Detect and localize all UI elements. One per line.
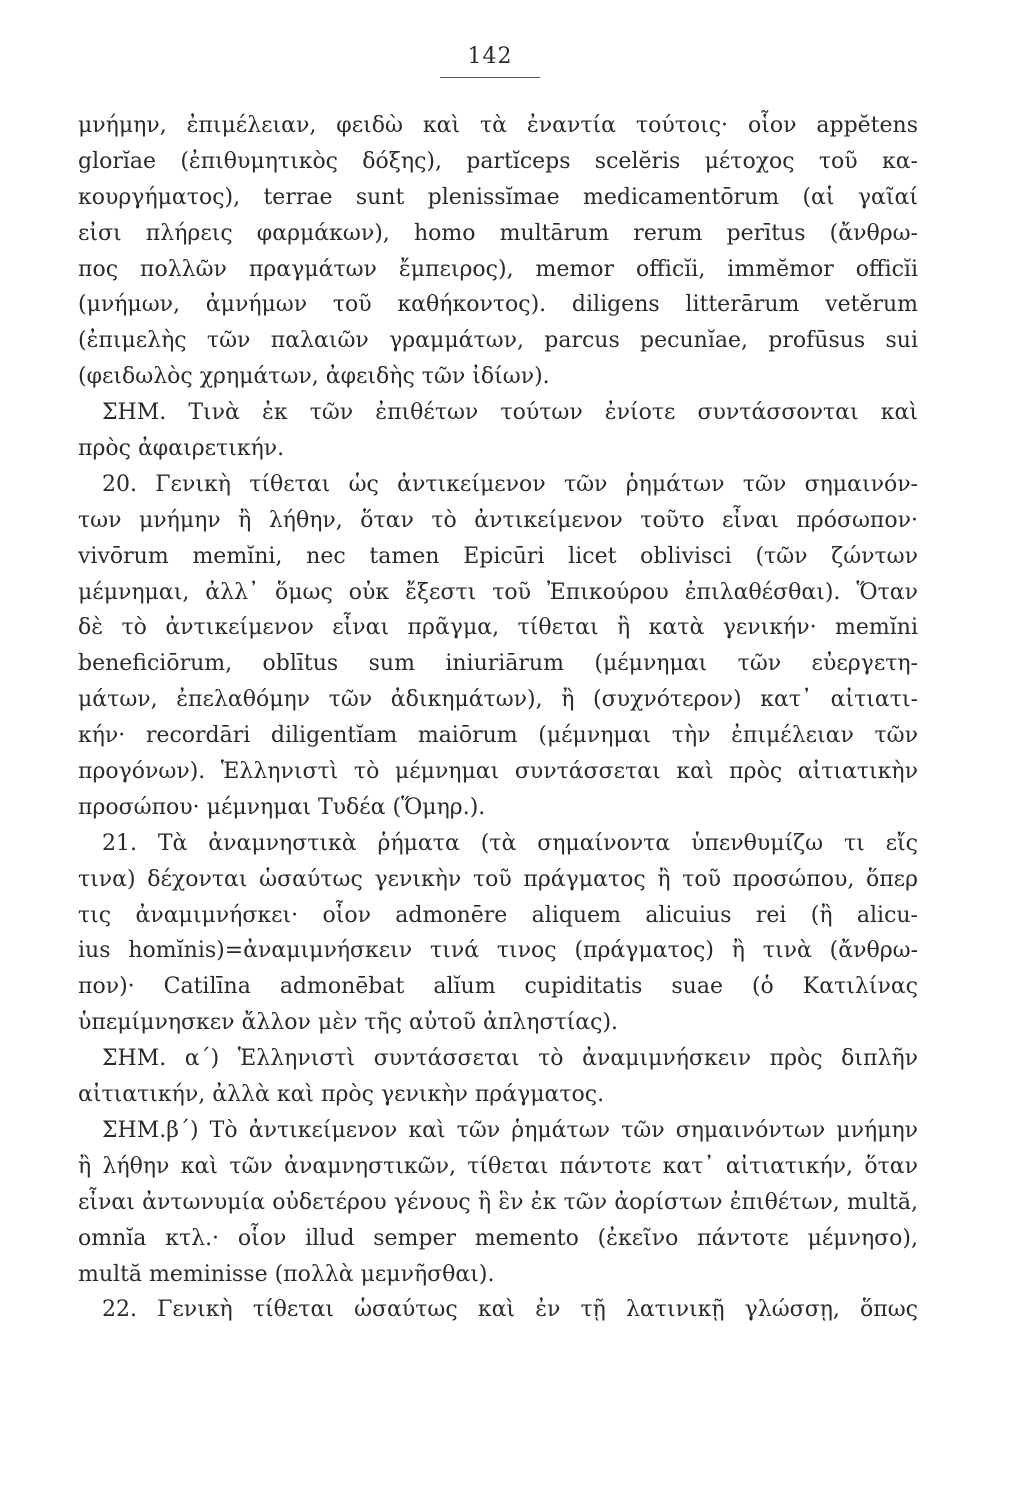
text-line: τις ἀναμιμνήσκει· οἷον admonēre aliquem alicuius rei (ἢ alicu-: [78, 902, 918, 928]
text-line: μάτων, ἐπελαθόμην τῶν ἀδικημάτων), ἢ (συχνότερον) κατ᾽ αἰτιατι-: [78, 687, 918, 713]
body-text: [78, 108, 918, 1328]
text-line: προγόνων). Ἑλληνιστὶ τὸ μέμνημαι συντάσσεται καὶ πρὸς αἰτιατικὴν: [78, 759, 918, 785]
text-line: εἶναι ἀντωνυμία οὐδετέρου γένους ἢ ἓν ἐκ τῶν ἀορίστων ἐπιθέτων, multă,: [78, 1189, 918, 1215]
page-number: 142: [467, 44, 513, 69]
text-line: 21. Τὰ ἀναμνηστικὰ ῥήματα (τὰ σημαίνοντα ὑπενθυμίζω τι εἴς: [102, 830, 918, 856]
text-line: κήν· recordāri diligentĭam maiōrum (μέμνημαι τὴν ἐπιμέλειαν τῶν: [78, 723, 918, 749]
text-line: 22. Γενικὴ τίθεται ὡσαύτως καὶ ἐν τῇ λατινικῇ γλώσσῃ, ὅπως: [102, 1297, 918, 1323]
text-line: ΣΗΜ. Τινὰ ἐκ τῶν ἐπιθέτων τούτων ἐνίοτε συντάσσονται καὶ: [102, 400, 918, 426]
text-line: ius homĭnis)=ἀναμιμνήσκειν τινά τινος (πράγματος) ἢ τινὰ (ἄνθρω-: [78, 938, 918, 964]
text-line: κουργήματος), terrae sunt plenissĭmae medicamentōrum (αἱ γαῖαί: [78, 184, 918, 210]
text-line: μνήμην, ἐπιμέλειαν, φειδὼ καὶ τὰ ἐναντία τούτοις· οἷον appĕtens: [78, 113, 918, 138]
text-line: ΣΗΜ.β΄) Τὸ ἀντικείμενον καὶ τῶν ῥημάτων τῶν σημαινόντων μνήμην: [102, 1117, 918, 1143]
text-line: των μνήμην ἢ λήθην, ὅταν τὸ ἀντικείμενον τοῦτο εἶναι πρόσωπον·: [78, 507, 918, 533]
text-line: multă meminisse (πολλὰ μεμνῆσθαι).: [78, 1261, 495, 1287]
text-line: τινα) δέχονται ὡσαύτως γενικὴν τοῦ πράγματος ἢ τοῦ προσώπου, ὅπερ: [78, 866, 918, 892]
text-line: (μνήμων, ἀμνήμων τοῦ καθήκοντος). diligens litterārum vetĕrum: [78, 292, 918, 318]
text-line: μέμνημαι, ἀλλ᾽ ὅμως οὐκ ἔξεστι τοῦ Ἐπικούρου ἐπιλαθέσθαι). Ὅταν: [78, 579, 918, 605]
text-line: beneficiōrum, oblītus sum iniuriārum (μέμνημαι τῶν εὐεργετη-: [78, 651, 918, 677]
text-line: εἰσι πλήρεις φαρμάκων), homo multārum rerum perītus (ἄνθρω-: [78, 220, 918, 246]
text-line: vivōrum memĭni, nec tamen Epicūri licet oblivisci (τῶν ζώντων: [78, 543, 918, 569]
text-line: αἰτιατικήν, ἀλλὰ καὶ πρὸς γενικὴν πράγματος.: [78, 1082, 605, 1108]
text-line: ὑπεμίμνησκεν ἄλλον μὲν τῆς αὐτοῦ ἀπληστίας).: [78, 1010, 619, 1036]
text-line: glorĭae (ἐπιθυμητικὸς δόξης), partĭceps scelĕris μέτοχος τοῦ κα-: [78, 148, 918, 174]
text-line: (φειδωλὸς χρημάτων, ἀφειδὴς τῶν ἰδίων).: [78, 364, 550, 390]
text-line: πον)· Catilīna admonēbat alĭum cupiditatis suae (ὁ Κατιλίνας: [78, 974, 918, 1000]
text-line: πρὸς ἀφαιρετικήν.: [78, 436, 285, 462]
text-line: ἢ λήθην καὶ τῶν ἀναμνηστικῶν, τίθεται πάντοτε κατ᾽ αἰτιατικήν, ὅταν: [78, 1153, 918, 1179]
text-line: προσώπου· μέμνημαι Τυδέα (Ὅμηρ.).: [78, 794, 486, 820]
text-line: πος πολλῶν πραγμάτων ἔμπειρος), memor officĭi, immĕmor officĭi: [78, 256, 918, 282]
text-line: ΣΗΜ. α΄) Ἑλληνιστὶ συντάσσεται τὸ ἀναμιμνήσκειν πρὸς διπλῆν: [102, 1046, 918, 1072]
page-number-rule: [440, 77, 540, 78]
text-line: (ἐπιμελὴς τῶν παλαιῶν γραμμάτων, parcus pecunĭae, profūsus sui: [78, 328, 918, 354]
text-line: δὲ τὸ ἀντικείμενον εἶναι πρᾶγμα, τίθεται ἢ κατὰ γενικήν· memĭni: [78, 615, 918, 641]
text-line: omnĭa κτλ.· οἷον illud semper memento (ἐκεῖνο πάντοτε μέμνησο),: [78, 1225, 918, 1251]
text-line: 20. Γενικὴ τίθεται ὡς ἀντικείμενον τῶν ῥημάτων τῶν σημαινόν-: [102, 471, 918, 497]
